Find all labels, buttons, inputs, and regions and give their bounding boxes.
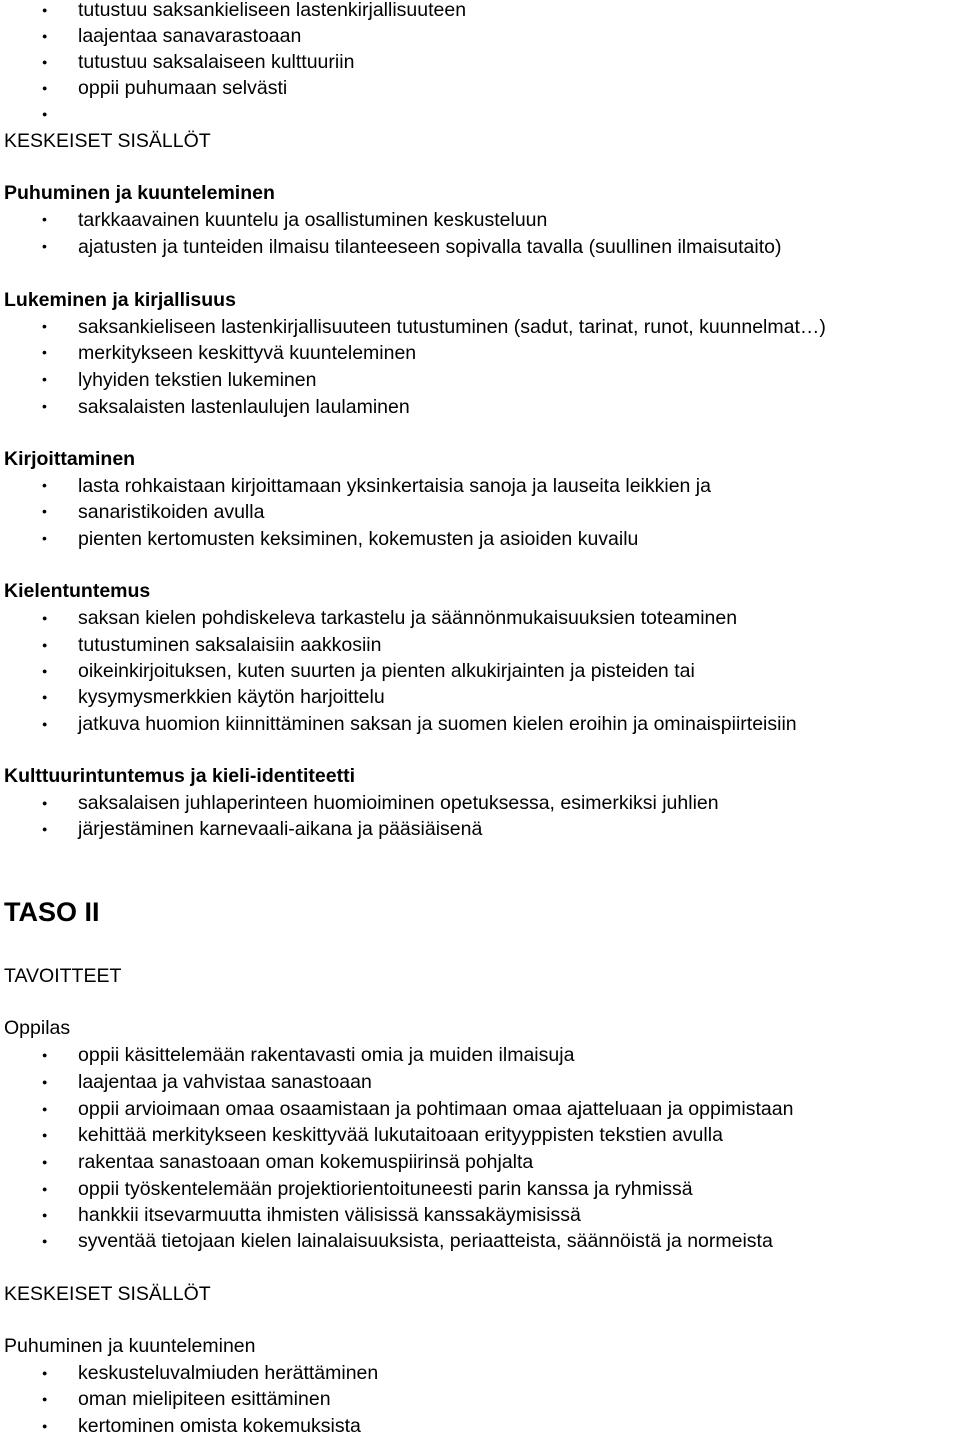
list-item [0,1096,793,1122]
bullet-icon [42,1228,47,1257]
bullet-icon [42,711,47,740]
list-item [0,0,466,23]
list-item [0,367,316,393]
bullet-icon [42,1042,47,1071]
list-item [0,49,354,75]
bullet-icon [42,23,47,52]
list-item-text: syventää tietojaan kielen lainalaisuuksista, periaatteista, säännöistä ja normeista [78,1230,773,1252]
list-item-text: oman mielipiteen esittäminen [78,1388,331,1410]
list-item-text: hankkii itsevarmuutta ihmisten välisissä kanssakäymisissä [78,1204,581,1226]
list-item [0,207,547,233]
list-item-text: oikeinkirjoituksen, kuten suurten ja pienten alkukirjainten ja pisteiden tai [78,660,695,682]
section-heading: Lukeminen ja kirjallisuus [4,289,236,311]
list-item-text: merkitykseen keskittyvä kuunteleminen [78,342,417,364]
bullet-icon [42,340,47,367]
list-item [0,1149,533,1175]
list-item-text: kehittää merkitykseen keskittyvää lukutaitoaan erityyppisten tekstien avulla [78,1124,723,1146]
list-item-text: ajatusten ja tunteiden ilmaisu tilanteeseen sopivalla tavalla (suullinen ilmaisutaito) [78,236,782,258]
bullet-icon [42,207,47,234]
bullet-icon [42,632,47,661]
bullet-icon [42,1122,47,1151]
list-item [0,605,737,631]
bullet-icon [42,605,47,634]
list-item [0,314,826,340]
section-heading: Puhuminen ja kuunteleminen [4,182,275,204]
bullet-icon [42,1176,47,1205]
bullet-icon [42,1096,47,1125]
list-item-text: laajentaa ja vahvistaa sanastoaan [78,1071,372,1093]
bullet-icon [42,1386,47,1415]
list-item [0,632,382,658]
list-item [0,23,301,49]
list-item-text: pienten kertomusten keksiminen, kokemusten ja asioiden kuvailu [78,528,639,550]
list-item [0,340,416,366]
list-item-text: järjestäminen karnevaali-aikana ja pääsiäisenä [78,818,483,840]
list-item-text: tutustuu saksankieliseen lastenkirjallisuuteen [78,0,467,21]
list-item-text: oppii työskentelemään projektiorientoituneesti parin kanssa ja ryhmissä [78,1178,693,1200]
list-item-text: keskusteluvalmiuden herättäminen [78,1362,379,1384]
heading-text: KESKEISET SISÄLLÖT [4,1283,211,1305]
list-item-text: oppii puhumaan selvästi [78,77,288,99]
heading-text: TAVOITTEET [4,965,122,987]
bullet-icon [42,314,47,341]
section-heading: Kulttuurintuntemus ja kieli-identiteetti [4,765,356,787]
list-item [0,816,482,842]
level-title: TASO II [4,897,100,927]
list-item-text: oppii arvioimaan omaa osaamistaan ja pohtimaan omaa ajatteluaan ja oppimistaan [78,1098,794,1120]
list-item [0,473,711,499]
bullet-icon [42,1202,47,1231]
list-item [0,75,287,101]
list-item-text: saksalaisen juhlaperinteen huomioiminen opetuksessa, esimerkiksi juhlien [78,792,719,814]
list-item [0,101,78,127]
heading-text: KESKEISET SISÄLLÖT [4,130,211,152]
bullet-icon [42,473,47,500]
list-item [0,790,719,816]
heading-text: Oppilas [4,1017,71,1039]
bullet-icon [42,1360,47,1389]
list-item-text: tutustuu saksalaiseen kulttuuriin [78,51,355,73]
list-item [0,1360,378,1386]
bullet-icon [42,75,47,104]
list-item-text: sanaristikoiden avulla [78,501,265,523]
list-item [0,394,410,420]
list-item-text: tarkkaavainen kuuntelu ja osallistuminen keskusteluun [78,209,548,231]
list-item [0,1228,773,1254]
bullet-icon [42,684,47,713]
list-item [0,1069,372,1095]
bullet-icon [42,49,47,78]
list-item-text: oppii käsittelemään rakentavasti omia ja muiden ilmaisuja [78,1044,575,1066]
list-item [0,1176,693,1202]
list-item [0,234,782,260]
bullet-icon [42,234,47,261]
list-item-text: saksalaisten lastenlaulujen laulaminen [78,396,410,418]
bullet-icon [42,499,47,526]
list-item [0,711,797,737]
list-item-text: saksankieliseen lastenkirjallisuuteen tutustuminen (sadut, tarinat, runot, kuunnelmat…) [78,316,826,338]
list-item [0,1202,581,1228]
bullet-icon [42,1149,47,1178]
list-item-text: lasta rohkaistaan kirjoittamaan yksinkertaisia sanoja ja lauseita leikkien ja [78,475,711,497]
bullet-icon [42,658,47,687]
list-item-text: rakentaa sanastoaan oman kokemuspiirinsä pohjalta [78,1151,534,1173]
list-item [0,526,638,552]
list-item-text: jatkuva huomion kiinnittäminen saksan ja suomen kielen eroihin ja ominaispiirteisiin [78,713,797,735]
bullet-icon [42,101,47,130]
heading-text: Puhuminen ja kuunteleminen [4,1335,256,1357]
bullet-icon [42,816,47,845]
bullet-icon [42,367,47,394]
list-item [0,1386,331,1412]
section-heading: Kielentuntemus [4,580,151,602]
list-item [0,1042,574,1068]
bullet-icon [42,790,47,819]
bullet-icon [42,394,47,421]
list-item-text: lyhyiden tekstien lukeminen [78,369,317,391]
list-item [0,1122,723,1148]
list-item-text: saksan kielen pohdiskeleva tarkastelu ja säännönmukaisuuksien toteaminen [78,607,738,629]
list-item [0,1413,361,1439]
section-heading: Kirjoittaminen [4,448,136,470]
list-item [0,499,264,525]
list-item-text: tutustuminen saksalaisiin aakkosiin [78,634,382,656]
list-item [0,684,385,710]
list-item-text: kertominen omista kokemuksista [78,1415,361,1437]
bullet-icon [42,1069,47,1098]
list-item-text: kysymysmerkkien käytön harjoittelu [78,686,385,708]
list-item-text: laajentaa sanavarastoaan [78,25,302,47]
bullet-icon [42,526,47,553]
list-item [0,658,695,684]
